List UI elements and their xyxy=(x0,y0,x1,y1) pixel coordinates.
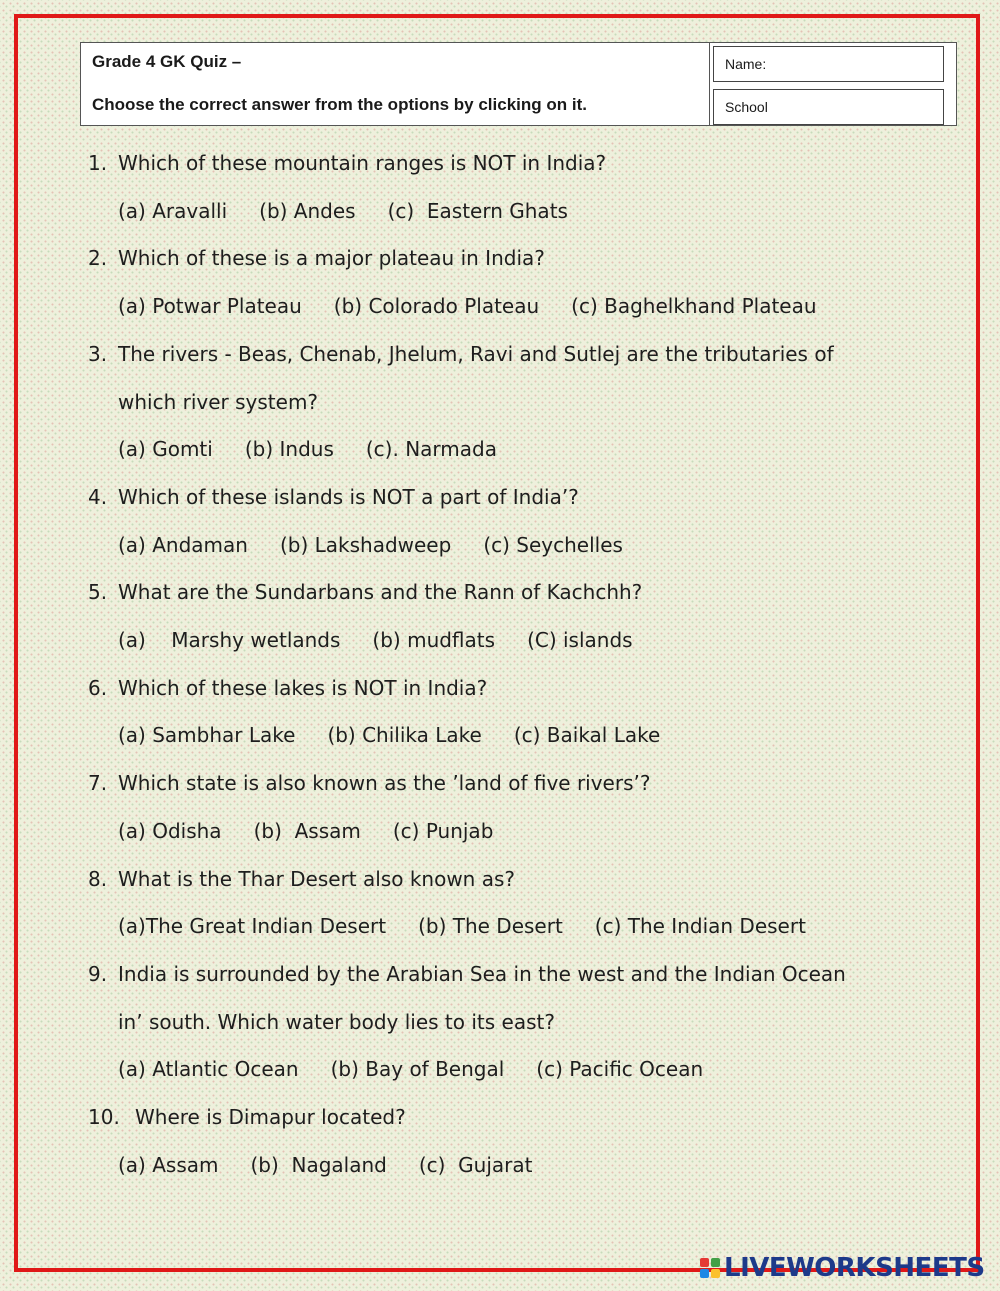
question-text-continued: which river system? xyxy=(118,389,319,414)
quiz-header xyxy=(80,42,957,126)
answer-option[interactable]: (c) Seychelles xyxy=(483,532,623,557)
question-text: Which state is also known as the ’land of five rivers’? xyxy=(118,771,651,796)
question-text: Which of these is a major plateau in India? xyxy=(118,246,545,271)
question-text: The rivers - Beas, Chenab, Jhelum, Ravi and Sutlej are the tributaries of xyxy=(118,341,834,366)
answer-option[interactable]: (c) Punjab xyxy=(392,818,494,843)
answer-option[interactable]: (c) Baghelkhand Plateau xyxy=(571,294,817,319)
answer-options xyxy=(88,188,968,236)
answer-option[interactable]: (a) Aravalli xyxy=(118,198,228,223)
header-divider xyxy=(709,43,710,125)
question-3 xyxy=(88,331,968,379)
question-text-continued: in’ south. Which water body lies to its east? xyxy=(118,1009,555,1034)
answer-options xyxy=(88,522,968,570)
answer-option[interactable]: (a)The Great Indian Desert xyxy=(118,914,387,939)
question-number: 5. xyxy=(88,580,108,605)
question-text: Which of these islands is NOT a part of India’? xyxy=(118,484,579,509)
answer-option[interactable]: (a) Assam xyxy=(118,1152,219,1177)
quiz-instruction: Choose the correct answer from the options by clicking on it. xyxy=(92,95,587,114)
school-label: School xyxy=(725,99,768,115)
answer-option[interactable]: (a) Odisha xyxy=(118,818,222,843)
question-text: What are the Sundarbans and the Rann of Kachchh? xyxy=(118,580,643,605)
quiz-title: Grade 4 GK Quiz – xyxy=(92,52,242,71)
question-number: 7. xyxy=(88,771,108,796)
answer-option[interactable]: (c) Gujarat xyxy=(418,1152,533,1177)
question-5 xyxy=(88,569,968,617)
answer-option[interactable]: (b) Andes xyxy=(259,198,356,223)
question-number: 6. xyxy=(88,675,108,700)
question-text: What is the Thar Desert also known as? xyxy=(118,866,516,891)
answer-options xyxy=(88,903,968,951)
question-number: 2. xyxy=(88,246,108,271)
question-number: 4. xyxy=(88,484,108,509)
liveworksheets-logo-icon xyxy=(700,1258,720,1278)
question-9 xyxy=(88,951,968,999)
answer-option[interactable]: (a) Marshy wetlands xyxy=(118,628,341,653)
question-number: 1. xyxy=(88,151,108,175)
answer-option[interactable]: (a) Gomti xyxy=(118,437,213,462)
name-label: Name: xyxy=(725,56,767,72)
answer-option[interactable]: (a) Andaman xyxy=(118,532,248,557)
question-list xyxy=(88,140,968,1189)
question-10 xyxy=(88,1094,968,1142)
answer-options xyxy=(88,1046,968,1094)
answer-option[interactable]: (b) Indus xyxy=(244,437,334,462)
answer-option[interactable]: (b) Chilika Lake xyxy=(327,723,482,748)
answer-option[interactable]: (b) Lakshadweep xyxy=(279,532,452,557)
question-text: India is surrounded by the Arabian Sea in the west and the Indian Ocean xyxy=(118,961,846,986)
answer-options xyxy=(88,712,968,760)
question-number: 8. xyxy=(88,866,108,891)
question-number: 9. xyxy=(88,961,108,986)
answer-option[interactable]: (b) Colorado Plateau xyxy=(333,294,540,319)
answer-option[interactable]: (c) Baikal Lake xyxy=(513,723,661,748)
answer-option[interactable]: (b) Bay of Bengal xyxy=(330,1057,505,1082)
answer-option[interactable]: (b) mudflats xyxy=(372,628,496,653)
answer-option[interactable]: (c) Pacific Ocean xyxy=(536,1057,704,1082)
liveworksheets-logo xyxy=(700,1253,985,1283)
name-field[interactable] xyxy=(713,46,944,82)
question-2 xyxy=(88,235,968,283)
question-1 xyxy=(88,140,968,188)
question-number: 3. xyxy=(88,341,108,366)
answer-options xyxy=(88,426,968,474)
answer-option[interactable]: (c) Eastern Ghats xyxy=(387,198,568,223)
answer-option[interactable]: (b) Nagaland xyxy=(250,1152,387,1177)
school-field[interactable] xyxy=(713,89,944,125)
question-8 xyxy=(88,856,968,904)
question-7 xyxy=(88,760,968,808)
answer-option[interactable]: (b) The Desert xyxy=(418,914,563,939)
question-text: Which of these mountain ranges is NOT in India? xyxy=(118,151,607,175)
answer-option[interactable]: (a) Sambhar Lake xyxy=(118,723,296,748)
answer-options xyxy=(88,1142,968,1190)
question-text: Which of these lakes is NOT in India? xyxy=(118,675,488,700)
question-4 xyxy=(88,474,968,522)
logo-text: LIVEWORKSHEETS xyxy=(724,1253,985,1283)
answer-options xyxy=(88,617,968,665)
answer-options xyxy=(88,283,968,331)
answer-option[interactable]: (a) Atlantic Ocean xyxy=(118,1057,299,1082)
answer-option[interactable]: (a) Potwar Plateau xyxy=(118,294,302,319)
answer-option[interactable]: (C) islands xyxy=(527,628,633,653)
answer-option[interactable]: (b) Assam xyxy=(253,818,361,843)
answer-options xyxy=(88,808,968,856)
question-number: 10. xyxy=(88,1105,120,1130)
answer-option[interactable]: (c) The Indian Desert xyxy=(594,914,806,939)
question-6 xyxy=(88,665,968,713)
answer-option[interactable]: (c). Narmada xyxy=(365,437,497,462)
question-text: Where is Dimapur located? xyxy=(135,1105,406,1130)
